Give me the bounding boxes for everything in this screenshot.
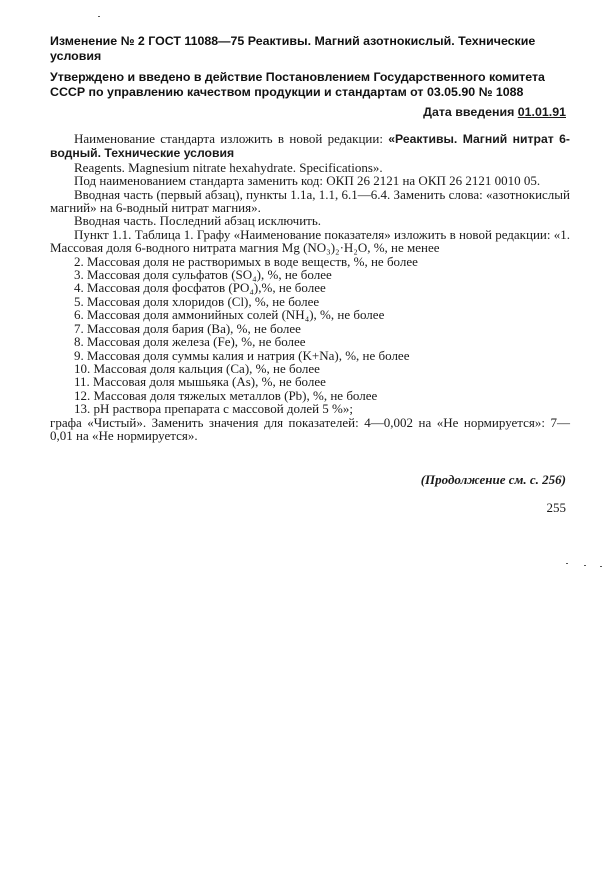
- list-item: 13. pH раствора препарата с массовой долей 5 %»;: [74, 401, 353, 417]
- approval-statement: Утверждено и введено в действие Постановлением Государственного комитета СССР по управлению качеством продукции и стандартам от 03.05.90 № 1088: [50, 70, 545, 99]
- paragraph-title-change: [50, 132, 570, 161]
- list-item: 2. Массовая доля не растворимых в воде веществ, %, не более: [74, 253, 418, 269]
- list-item: 8. Массовая доля железа (Fe), %, не более: [74, 334, 306, 350]
- effective-date-value: 01.01.91: [517, 105, 566, 119]
- list-item: 10. Массовая доля кальция (Ca), %, не более: [74, 360, 320, 376]
- scan-speck: [600, 566, 602, 567]
- list-item: 3. Массовая доля сульфатов (SO₄), %, не более: [74, 267, 332, 283]
- list-item: 7. Массовая доля бария (Ba), %, не более: [74, 320, 301, 336]
- continuation-note: (Продолжение см. с. 256): [420, 472, 566, 487]
- list-item: 9. Массовая доля суммы калия и натрия (K+Na), %, не более: [74, 347, 410, 363]
- page-number: 255: [546, 500, 566, 515]
- indicator-list: [50, 255, 570, 416]
- list-item: 11. Массовая доля мышьяка (As), %, не более: [74, 374, 326, 390]
- paragraph-last-removed: Вводная часть. Последний абзац исключить.: [74, 213, 322, 229]
- new-standard-title: «Реактивы. Магний нитрат 6-водный. Технические условия: [50, 132, 570, 161]
- scan-speck: [98, 16, 100, 17]
- paragraph-code-change: Под наименованием стандарта заменить код: ОКП 26 2121 на ОКП 26 2121 0010 05.: [74, 173, 541, 189]
- effective-date-label: Дата введения: [423, 105, 515, 119]
- paragraph-title-lead: Наименование стандарта изложить в новой редакции:: [74, 131, 389, 146]
- paragraph-word-replacement: Вводная часть (первый абзац), пункты 1.1a, 1.1, 6.1—6.4. Заменить слова: «азотнокислый магний» на 6-водный нитрат магния».: [50, 186, 570, 216]
- scan-speck: [566, 563, 568, 564]
- amendment-title: Изменение № 2 ГОСТ 11088—75 Реактивы. Магний азотнокислый. Технические условия: [50, 34, 536, 63]
- paragraph-pure-grade: графа «Чистый». Заменить значения для показателей: 4—0,002 на «Не нормируется»: 7—0,01 на «Не нормируется».: [50, 414, 570, 443]
- list-item: 5. Массовая доля хлоридов (Cl), %, не более: [74, 293, 320, 309]
- list-item: 12. Массовая доля тяжелых металлов (Pb), %, не более: [74, 387, 378, 403]
- effective-date-line: [423, 105, 566, 120]
- amendment-body: [50, 132, 570, 442]
- scan-speck: [584, 565, 586, 566]
- paragraph-table-column: Пункт 1.1. Таблица 1. Графу «Наименование показателя» изложить в новой редакции: «1. Массовая доля 6-водного нитрата магния Mg (NO₃)₂·H₂O, %, не менее: [50, 226, 570, 256]
- paragraph-english-title: Reagents. Magnesium nitrate hexahydrate. Specifications».: [74, 159, 383, 175]
- list-item: 4. Массовая доля фосфатов (PO₄),%, не более: [74, 280, 326, 296]
- list-item: 6. Массовая доля аммонийных солей (NH₄), %, не более: [74, 307, 385, 323]
